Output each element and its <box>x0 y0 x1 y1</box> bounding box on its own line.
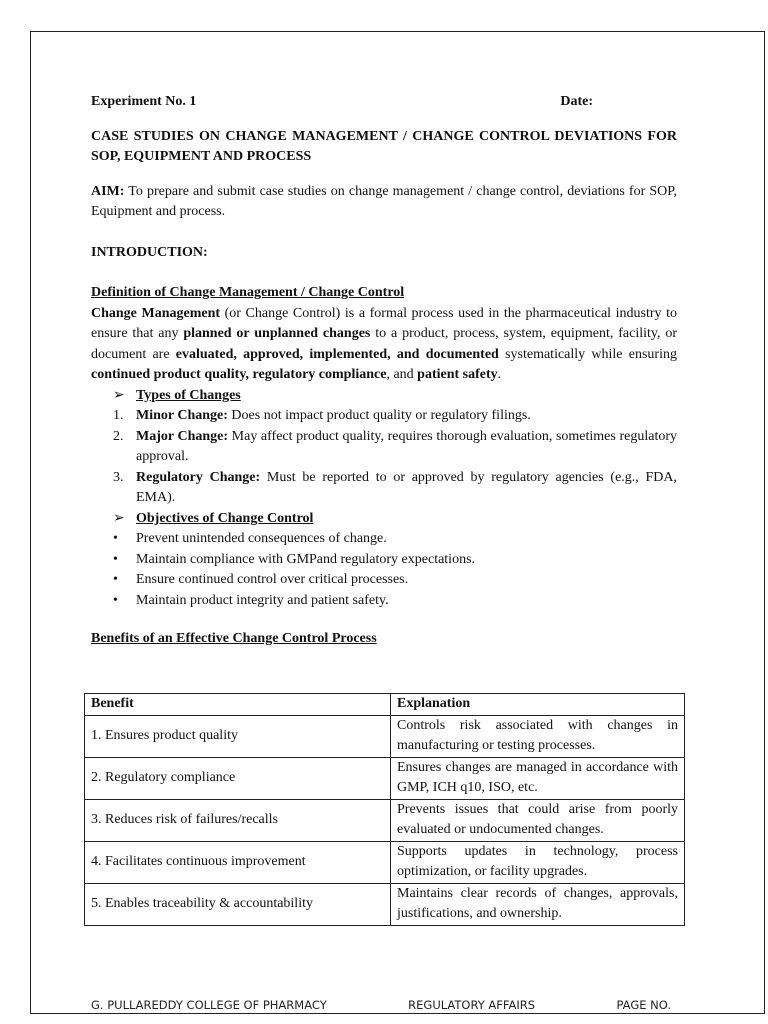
change-type-desc: Must be reported to or approved by regulatory agencies (e.g., FDA, EMA). <box>136 469 678 505</box>
change-type-label: Regulatory Change: <box>136 469 261 485</box>
footer-college: G. PULLAREDDY COLLEGE OF PHARMACY <box>91 998 327 1012</box>
list-item <box>113 427 677 468</box>
column-header-benefit: Benefit <box>85 694 391 716</box>
document-title: CASE STUDIES ON CHANGE MANAGEMENT / CHANGE CONTROL DEVIATIONS FOR SOP, EQUIPMENT AND PROCESS <box>91 128 677 164</box>
bullet-icon: • <box>113 531 118 546</box>
benefits-heading: Benefits of an Effective Change Control Process <box>91 631 377 646</box>
explanation-cell: Maintains clear records of changes, approvals, justifications, and ownership. <box>391 883 685 925</box>
change-type-desc: Does not impact product quality or regulatory filings. <box>227 408 531 423</box>
document-body <box>91 92 677 650</box>
experiment-header <box>91 92 677 113</box>
list-number: 1. <box>113 408 124 423</box>
list-item <box>113 570 677 591</box>
page-footer <box>91 998 671 1012</box>
def-bold-term: continued product quality, regulatory compliance <box>91 367 387 382</box>
table-row <box>85 757 685 799</box>
aim-paragraph <box>91 182 677 223</box>
list-item <box>113 406 677 427</box>
objective-text: Maintain compliance with GMPand regulatory expectations. <box>136 551 476 567</box>
benefit-cell: 1. Ensures product quality <box>85 715 391 757</box>
list-item <box>113 529 677 550</box>
objective-text: Maintain product integrity and patient safety. <box>136 592 389 608</box>
change-type-label: Minor Change: <box>136 408 228 423</box>
list-text <box>136 406 677 427</box>
list-text <box>136 427 677 468</box>
aim-text: To prepare and submit case studies on change management / change control, deviations for SOP, Equipment and process. <box>91 183 677 219</box>
table-header-row <box>85 694 685 716</box>
benefits-table <box>84 693 685 926</box>
def-bold-term: Change Management <box>91 305 221 321</box>
arrow-bullet-icon: ➢ <box>113 387 125 403</box>
footer-page-number: PAGE NO. <box>616 998 671 1012</box>
experiment-number: Experiment No. 1 <box>91 94 197 109</box>
date-label: Date: <box>560 94 593 109</box>
list-text <box>136 468 677 509</box>
objectives-heading-item <box>113 509 677 530</box>
table-row <box>85 883 685 925</box>
explanation-cell: Ensures changes are managed in accordance with GMP, ICH q10, ISO, etc. <box>391 757 685 799</box>
introduction-heading: INTRODUCTION: <box>91 244 208 260</box>
types-heading-item <box>113 386 677 407</box>
objectives-heading: Objectives of Change Control <box>136 510 314 526</box>
benefit-cell: 4. Facilitates continuous improvement <box>85 841 391 883</box>
def-text: (or Change Control) is a formal process used in the pharmaceutical industry to ensure that any <box>91 305 678 341</box>
def-text: . <box>497 367 502 382</box>
arrow-bullet-icon: ➢ <box>113 510 125 526</box>
footer-subject: REGULATORY AFFAIRS <box>408 998 536 1012</box>
def-bold-term: evaluated, approved, implemented, and documented <box>175 346 499 362</box>
list-item <box>113 591 677 612</box>
explanation-cell: Prevents issues that could arise from poorly evaluated or undocumented changes. <box>391 799 685 841</box>
types-heading: Types of Changes <box>136 387 241 403</box>
def-text: systematically while ensuring <box>498 346 677 362</box>
benefit-cell: 2. Regulatory compliance <box>85 757 391 799</box>
explanation-cell: Supports updates in technology, process optimization, or facility upgrades. <box>391 841 685 883</box>
table-row <box>85 715 685 757</box>
column-header-explanation: Explanation <box>391 694 685 716</box>
def-bold-term: planned or unplanned changes <box>183 326 371 341</box>
explanation-cell: Controls risk associated with changes in manufacturing or testing processes. <box>391 715 685 757</box>
change-type-label: Major Change: <box>136 428 229 444</box>
table-row <box>85 799 685 841</box>
list-number: 3. <box>113 469 124 485</box>
definition-paragraph <box>91 304 677 386</box>
objective-text: Prevent unintended consequences of change. <box>136 531 387 546</box>
bullet-icon: • <box>113 592 118 608</box>
list-number: 2. <box>113 428 124 444</box>
objective-text: Ensure continued control over critical processes. <box>136 572 409 587</box>
list-item <box>113 550 677 571</box>
aim-label: AIM: <box>91 183 125 199</box>
benefit-cell: 3. Reduces risk of failures/recalls <box>85 799 391 841</box>
list-item <box>113 468 677 509</box>
def-text: , and <box>386 367 418 382</box>
bullet-icon: • <box>113 572 118 587</box>
bullet-icon: • <box>113 551 118 567</box>
change-type-desc: May affect product quality, requires thorough evaluation, sometimes regulatory approval. <box>136 428 677 464</box>
def-text: to a product, process, system, equipment, facility, or document are <box>91 326 677 362</box>
table-row <box>85 841 685 883</box>
benefit-cell: 5. Enables traceability & accountability <box>85 883 391 925</box>
def-bold-term: patient safety <box>417 367 498 382</box>
definition-heading: Definition of Change Management / Change Control <box>91 285 405 300</box>
